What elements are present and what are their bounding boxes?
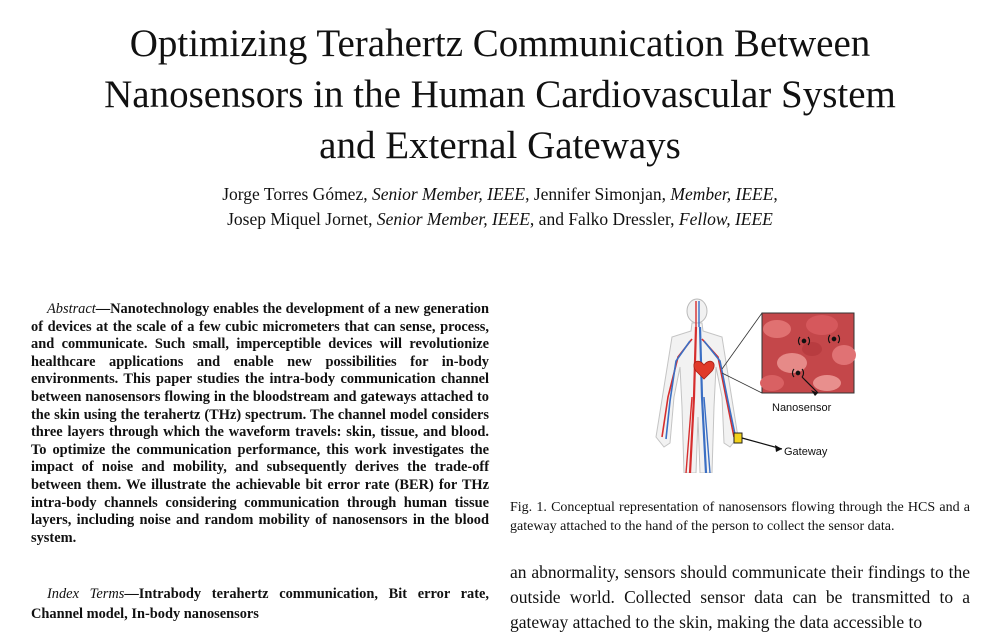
author-separator: ,: [773, 184, 778, 204]
author-line-1: [0, 182, 1000, 207]
author-role: Fellow, IEEE: [678, 209, 773, 229]
author-list: [0, 182, 1000, 232]
human-body-figure: [656, 299, 738, 473]
author-role: Senior Member, IEEE: [371, 184, 526, 204]
figure-illustration: [612, 297, 874, 473]
index-terms: [31, 584, 489, 624]
body-paragraph-text: an abnormality, sensors should communicate their findings to the outside world. Collected sensor data can be transmitted to a gateway attached to the skin, making the data accessible to: [510, 562, 970, 632]
abstract: [31, 301, 489, 547]
figure-caption: Fig. 1. Conceptual representation of nanosensors flowing through the HCS and a gateway attached to the hand of the person to collect the sensor data.: [510, 500, 970, 534]
index-terms-lead: Index Terms: [47, 586, 125, 602]
author-name: , and Falko Dressler,: [529, 209, 675, 229]
author-role: Senior Member, IEEE: [376, 209, 530, 229]
title-line-1: Optimizing Terahertz Communication Between: [129, 22, 871, 65]
author-name: Josep Miquel Jornet,: [227, 209, 373, 229]
gateway-label: Gateway: [784, 446, 828, 458]
title-line-2: Nanosensors in the Human Cardiovascular System: [104, 73, 896, 116]
abstract-lead: Abstract: [47, 301, 96, 317]
paper-title: [0, 18, 1000, 171]
author-role: Member, IEEE: [670, 184, 774, 204]
body-paragraph: [510, 560, 970, 635]
author-line-2: [0, 207, 1000, 232]
index-terms-text: —Intrabody terahertz communication, Bit error rate, Channel model, In-body nanosensors: [31, 586, 490, 622]
bloodstream-zoom: [722, 313, 856, 396]
author-name: , Jennifer Simonjan,: [525, 184, 667, 204]
title-line-3: and External Gateways: [319, 124, 681, 167]
abstract-text: —Nanotechnology enables the development of a new generation of devices at the scale of a few cubic micrometers that can sense, process, and communicate. Such small, imperceptible devices will revolutionize healthcare applications and enable new possibilities for in-body environments. This paper studies the intra-body communication channel between nanosensors flowing in the bloodstream and gateways attached to the skin using the terahertz (THz) spectrum. The channel model considers three layers through which the waveform travels: skin, tissue, and blood. To optimize the communication performance, this work investigates the impact of noise and mobility, and subsequently derives the trade-off between them. We illustrate the achievable bit error rate (BER) for THz intra-body channels considering communication through human tissue layers, including noise and random mobility of nanosensors in the blood system.: [31, 301, 489, 546]
author-name: Jorge Torres Gómez,: [222, 184, 368, 204]
gateway-device: [734, 433, 782, 452]
nanosensor-label: Nanosensor: [772, 402, 832, 414]
